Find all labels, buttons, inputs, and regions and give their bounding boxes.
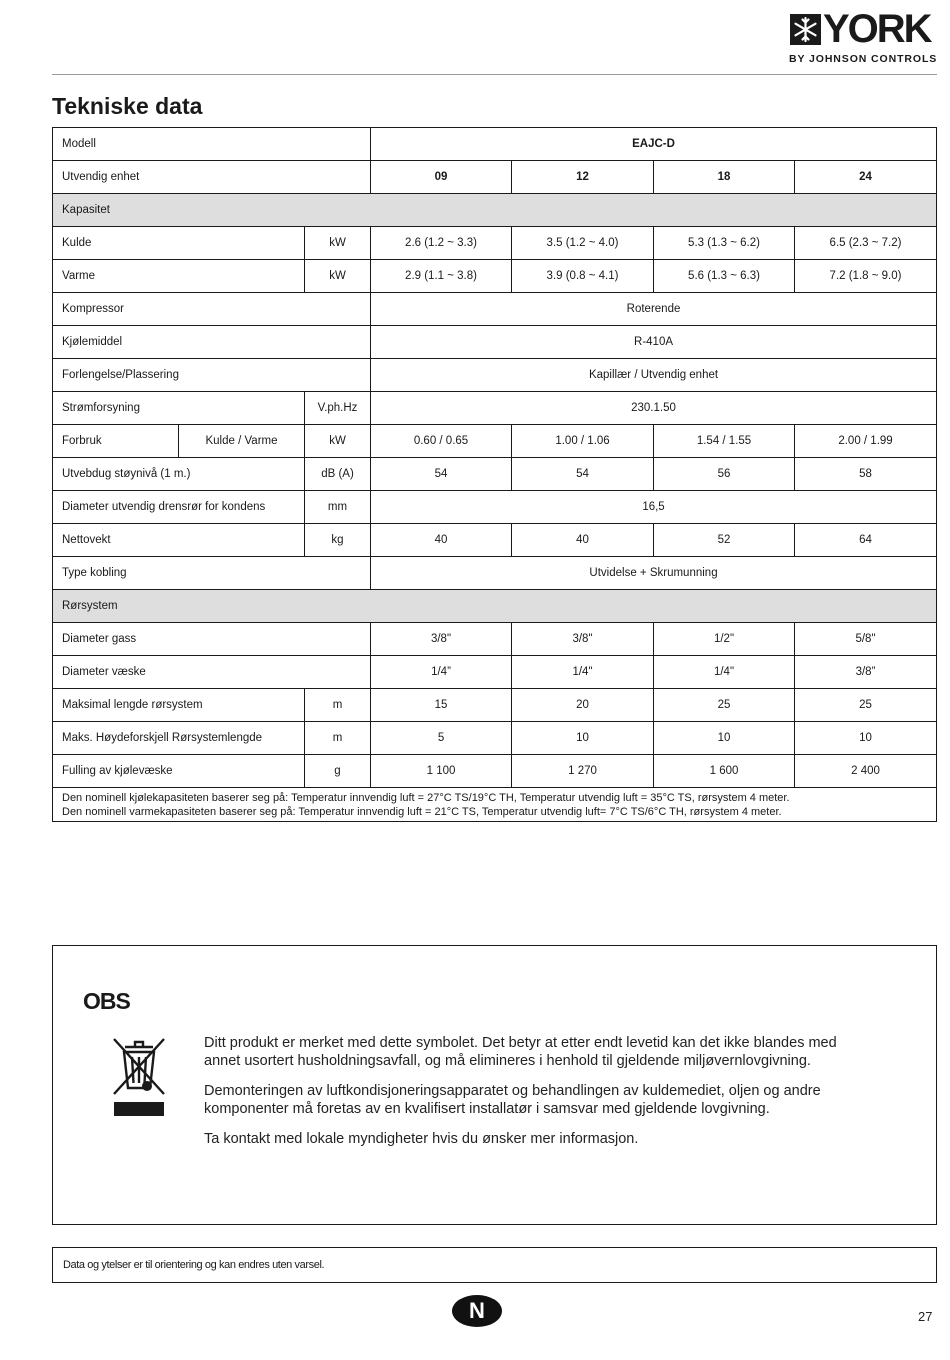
unit-cell: m [305, 722, 371, 755]
value-cell: Utvidelse + Skrumunning [371, 557, 937, 590]
footnote-cooling: Den nominell kjølekapasiteten baserer seg på: Temperatur innvendig luft = 27°C TS/19°C TH, Temperatur utvendig luft = 35°C TS, rørsystem 4 meter. [62, 791, 790, 804]
table-row [53, 128, 937, 161]
value-cell: 40 [512, 524, 654, 557]
value-cell: 56 [654, 458, 795, 491]
section-title: Kapasitet [53, 194, 937, 227]
unit-cell: kW [305, 425, 371, 458]
table-row [53, 656, 937, 689]
unit-cell: g [305, 755, 371, 788]
table-footnote [53, 788, 937, 822]
value-cell: 54 [371, 458, 512, 491]
disclaimer: Data og ytelser er til orientering og kan endres uten varsel. [52, 1247, 937, 1283]
technical-data-table [52, 127, 937, 822]
value-cell: 3/8" [371, 623, 512, 656]
row-label: Forlengelse/Plassering [53, 359, 371, 392]
value-cell: 40 [371, 524, 512, 557]
unit-header: 24 [795, 161, 937, 194]
unit-cell: kW [305, 227, 371, 260]
unit-cell: kg [305, 524, 371, 557]
obs-title: OBS [83, 988, 130, 1014]
table-row [53, 359, 937, 392]
row-label: Diameter væske [53, 656, 371, 689]
value-cell: 230.1.50 [371, 392, 937, 425]
row-label: Strømforsyning [53, 392, 305, 425]
value-cell: 58 [795, 458, 937, 491]
value-cell: 3.5 (1.2 ~ 4.0) [512, 227, 654, 260]
footnote-heating: Den nominell varmekapasiteten baserer seg på: Temperatur innvendig luft = 21°C TS, Temperatur utvendig luft= 7°C TS/6°C TH, rørsystem 4 meter. [62, 805, 782, 818]
page-title: Tekniske data [52, 93, 203, 119]
table-row [53, 326, 937, 359]
value-cell: Roterende [371, 293, 937, 326]
value-cell: 1 600 [654, 755, 795, 788]
obs-paragraph: Ditt produkt er merket med dette symbolet. Det betyr at etter endt levetid kan det ikke blandes med annet usortert husholdningsavfall, og må elimineres i henhold til gjeldende miljøvernlovgivning. [204, 1035, 837, 1069]
row-label: Forbruk [53, 425, 179, 458]
value-cell: 10 [795, 722, 937, 755]
row-label: Utvebdug støynivå (1 m.) [53, 458, 305, 491]
value-cell: 54 [512, 458, 654, 491]
value-cell: R-410A [371, 326, 937, 359]
unit-cell: V.ph.Hz [305, 392, 371, 425]
table-row [53, 755, 937, 788]
value-cell: 10 [512, 722, 654, 755]
value-cell: 5.3 (1.3 ~ 6.2) [654, 227, 795, 260]
table-row [53, 293, 937, 326]
page-number: 27 [918, 1309, 933, 1324]
crossed-out-wheelie-bin-icon [111, 1036, 167, 1120]
value-cell: 1 100 [371, 755, 512, 788]
language-badge: N [452, 1295, 502, 1327]
row-label: Maksimal lengde rørsystem [53, 689, 305, 722]
value-cell: 1/4” [371, 656, 512, 689]
value-cell: 16,5 [371, 491, 937, 524]
table-row [53, 227, 937, 260]
row-label: Diameter gass [53, 623, 371, 656]
unit-cell: kW [305, 260, 371, 293]
row-label: Maks. Høydeforskjell Rørsystemlengde [53, 722, 305, 755]
value-cell: 3/8” [795, 656, 937, 689]
table-row [53, 260, 937, 293]
value-cell: 2.00 / 1.99 [795, 425, 937, 458]
obs-paragraph: Demonteringen av luftkondisjoneringsapparatet og behandlingen av kuldemediet, oljen og andre komponenter må foretas av en kvalifisert installatør i samsvar med gjeldende lovgivning. [204, 1083, 821, 1117]
logo-subtitle: BY JOHNSON CONTROLS [789, 53, 938, 65]
value-cell: 1/4" [654, 656, 795, 689]
table-row [53, 689, 937, 722]
value-cell: 2 400 [795, 755, 937, 788]
unit-cell: dB (A) [305, 458, 371, 491]
value-cell: Kapillær / Utvendig enhet [371, 359, 937, 392]
value-cell: 15 [371, 689, 512, 722]
unit-header: 09 [371, 161, 512, 194]
header-divider [52, 74, 937, 75]
section-title: Rørsystem [53, 590, 937, 623]
table-row [53, 524, 937, 557]
table-row [53, 557, 937, 590]
value-cell: 0.60 / 0.65 [371, 425, 512, 458]
table-row [53, 161, 937, 194]
row-label: Nettovekt [53, 524, 305, 557]
value-cell: 7.2 (1.8 ~ 9.0) [795, 260, 937, 293]
table-row [53, 491, 937, 524]
row-label: Kjølemiddel [53, 326, 371, 359]
unit-cell: mm [305, 491, 371, 524]
row-label: Utvendig enhet [53, 161, 371, 194]
row-label: Fulling av kjølevæske [53, 755, 305, 788]
row-sublabel: Kulde / Varme [179, 425, 305, 458]
row-label: Diameter utvendig drensrør for kondens [53, 491, 305, 524]
table-row [53, 392, 937, 425]
model-value: EAJC-D [371, 128, 937, 161]
row-label: Varme [53, 260, 305, 293]
unit-header: 18 [654, 161, 795, 194]
value-cell: 1/2" [654, 623, 795, 656]
value-cell: 3.9 (0.8 ~ 4.1) [512, 260, 654, 293]
value-cell: 1.54 / 1.55 [654, 425, 795, 458]
table-row [53, 458, 937, 491]
value-cell: 25 [654, 689, 795, 722]
unit-cell: m [305, 689, 371, 722]
value-cell: 5 [371, 722, 512, 755]
row-label: Kulde [53, 227, 305, 260]
value-cell: 1.00 / 1.06 [512, 425, 654, 458]
table-row [53, 623, 937, 656]
value-cell: 5.6 (1.3 ~ 6.3) [654, 260, 795, 293]
value-cell: 10 [654, 722, 795, 755]
value-cell: 2.9 (1.1 ~ 3.8) [371, 260, 512, 293]
value-cell: 25 [795, 689, 937, 722]
value-cell: 64 [795, 524, 937, 557]
section-row [53, 194, 937, 227]
value-cell: 1/4" [512, 656, 654, 689]
row-label: Type kobling [53, 557, 371, 590]
table-row [53, 425, 937, 458]
obs-text [204, 1034, 874, 1160]
row-label: Kompressor [53, 293, 371, 326]
snowflake-logo-icon [790, 14, 821, 45]
value-cell: 2.6 (1.2 ~ 3.3) [371, 227, 512, 260]
value-cell: 1 270 [512, 755, 654, 788]
obs-notice-box [52, 945, 937, 1225]
value-cell: 20 [512, 689, 654, 722]
unit-header: 12 [512, 161, 654, 194]
value-cell: 3/8" [512, 623, 654, 656]
york-logo [789, 7, 938, 68]
value-cell: 5/8" [795, 623, 937, 656]
table-footnote-row [53, 788, 937, 822]
obs-paragraph: Ta kontakt med lokale myndigheter hvis du ønsker mer informasjon. [204, 1131, 639, 1147]
table-row [53, 722, 937, 755]
row-label: Modell [53, 128, 371, 161]
logo-wordmark: YORK [823, 7, 931, 51]
value-cell: 52 [654, 524, 795, 557]
value-cell: 6.5 (2.3 ~ 7.2) [795, 227, 937, 260]
section-row [53, 590, 937, 623]
